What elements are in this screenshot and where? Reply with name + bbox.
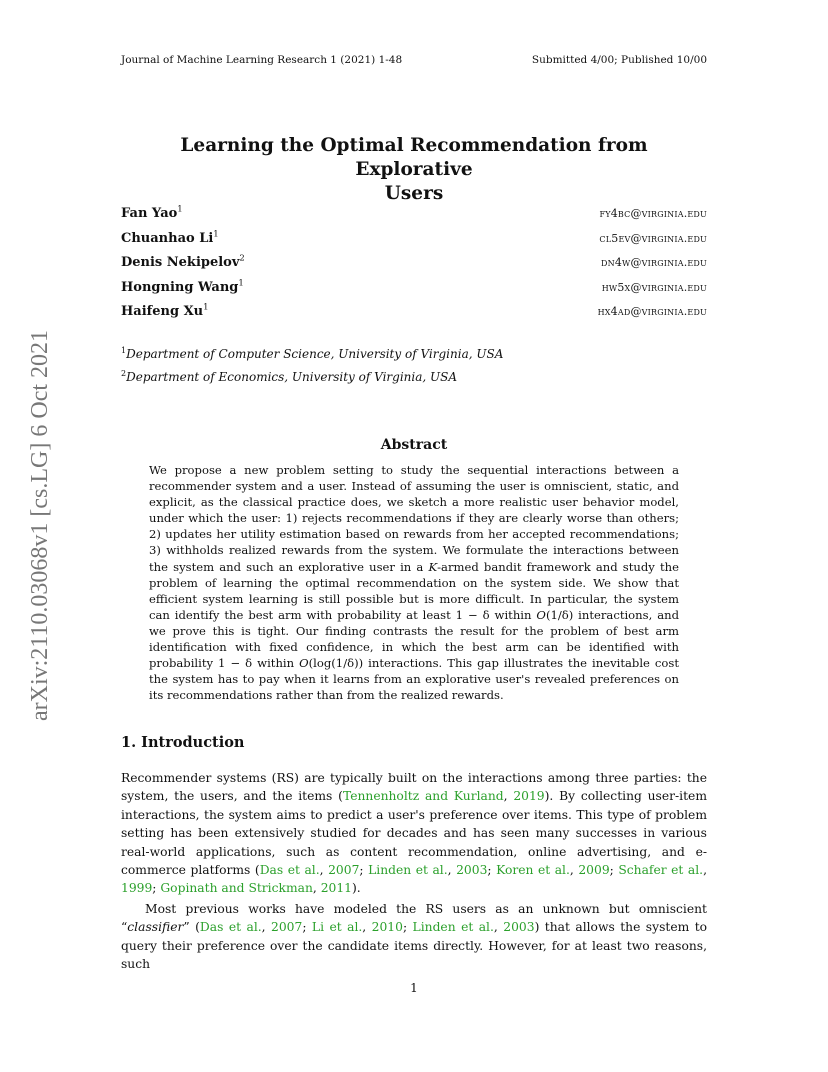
affiliation-1: $^1$Department of Computer Science, University of Virginia, USA (121, 346, 504, 361)
intro-paragraph-1: Recommender systems (RS) are typically built on the interactions among three parties: the system, the users, and the items (Tennenholtz and Kurland, 2019). By collecting user-item interactions, the system aims to predict a user's preference over items. This type of problem setting has been extensively studied for decades and has seen many successes in various real-world applications, such as content recommendation, online advertising, and e-commerce platforms (Das et al., 2007; Linden et al., 2003; Koren et al., 2009; Schafer et al., 1999; Gopinath and Strickman, 2011). (121, 771, 707, 896)
paper-title (121, 134, 707, 206)
section-heading-introduction: 1. Introduction (121, 734, 245, 751)
citation-link[interactable]: Linden et al. (412, 920, 494, 935)
citation-year-link[interactable]: 2003 (456, 863, 488, 878)
citation-year-link[interactable]: 2019 (513, 789, 545, 804)
citation-year-link[interactable]: 2007 (271, 920, 303, 935)
citation-year-link[interactable]: 2003 (503, 920, 535, 935)
author-name: Hongning Wang$^1$ (121, 278, 244, 295)
citation-year-link[interactable]: 2009 (578, 863, 610, 878)
author-row (121, 230, 707, 255)
affiliations (121, 341, 503, 387)
citation-link[interactable]: Linden et al. (368, 863, 448, 878)
author-list (121, 205, 707, 328)
page-number: 1 (410, 981, 418, 995)
abstract-heading: Abstract (380, 437, 448, 453)
citation-link[interactable]: Schafer et al. (618, 863, 704, 878)
citation-link[interactable]: Koren et al. (496, 863, 570, 878)
title-line-1: Learning the Optimal Recommendation from Explorative (180, 135, 648, 180)
citation-link[interactable]: Das et al. (199, 920, 262, 935)
author-email[interactable]: hw5x@virginia.edu (601, 280, 707, 294)
author-email[interactable]: cl5ev@virginia.edu (599, 231, 707, 245)
citation-year-link[interactable]: 2007 (328, 863, 360, 878)
citation-link[interactable]: Gopinath and Strickman (160, 881, 313, 896)
citation-link[interactable]: Tennenholtz and Kurland (342, 789, 504, 804)
abstract-text: We propose a new problem setting to study the sequential interactions between a recommender system and a user. Instead of assuming the user is omniscient, static, and explicit, as the classical practice does, we sketch a more realistic user behavior model, under which the user: 1) rejects recommendations if they are clearly worse than others; 2) updates her utility estimation based on rewards from her accepted recommendations; 3) withholds realized rewards from the system. We formulate the interactions between the system and such an explorative user in a K-armed bandit framework and study the problem of learning the optimal recommendation on the system side. We show that efficient system learning is still possible but is more difficult. In particular, the system can identify the best arm with probability at least 1 − δ within O(1/δ) interactions, and we prove this is tight. Our finding contrasts the result for the problem of best arm identification with fixed confidence, in which the best arm can be identified with probability 1 − δ within O(log(1/δ)) interactions. This gap illustrates the inevitable cost the system has to pay when it learns from an explorative user's revealed preferences on its recommendations rather than from the realized rewards. (149, 463, 680, 703)
author-name: Denis Nekipelov$^2$ (121, 254, 245, 271)
author-email[interactable]: hx4ad@virginia.edu (597, 305, 707, 318)
author-row (121, 205, 707, 230)
submission-header: Submitted 4/00; Published 10/00 (531, 54, 707, 66)
author-name: Chuanhao Li$^1$ (121, 229, 219, 246)
citation-year-link[interactable]: 2011 (320, 881, 352, 896)
title-line-2: Users (384, 183, 444, 204)
arxiv-side-stamp (24, 300, 58, 750)
author-name: Fan Yao$^1$ (121, 205, 183, 222)
author-name: Haifeng Xu$^1$ (121, 303, 209, 320)
citation-link[interactable]: Li et al. (311, 920, 363, 935)
intro-paragraph-2: Most previous works have modeled the RS users as an unknown but omniscient “classifier” (Das et al., 2007; Li et al., 2010; Linden et al., 2003) that allows the system to query their preference over the candidate items directly. However, for at least two reasons, such (121, 902, 708, 972)
author-row (121, 254, 707, 279)
arxiv-id: arXiv:2110.03068v1 [cs.LG] 6 Oct 2021 (27, 329, 54, 721)
affiliation-2: $^2$Department of Economics, University of Virginia, USA (121, 369, 458, 384)
journal-header: Journal of Machine Learning Research 1 (2021) 1-48 (121, 54, 403, 66)
author-row (121, 279, 707, 304)
citation-year-link[interactable]: 2010 (371, 920, 403, 935)
citation-year-link[interactable]: 1999 (121, 881, 153, 896)
author-email[interactable]: fy4bc@virginia.edu (599, 207, 707, 220)
citation-link[interactable]: Das et al. (259, 863, 320, 878)
author-row (121, 303, 707, 328)
author-email[interactable]: dn4w@virginia.edu (601, 256, 707, 269)
